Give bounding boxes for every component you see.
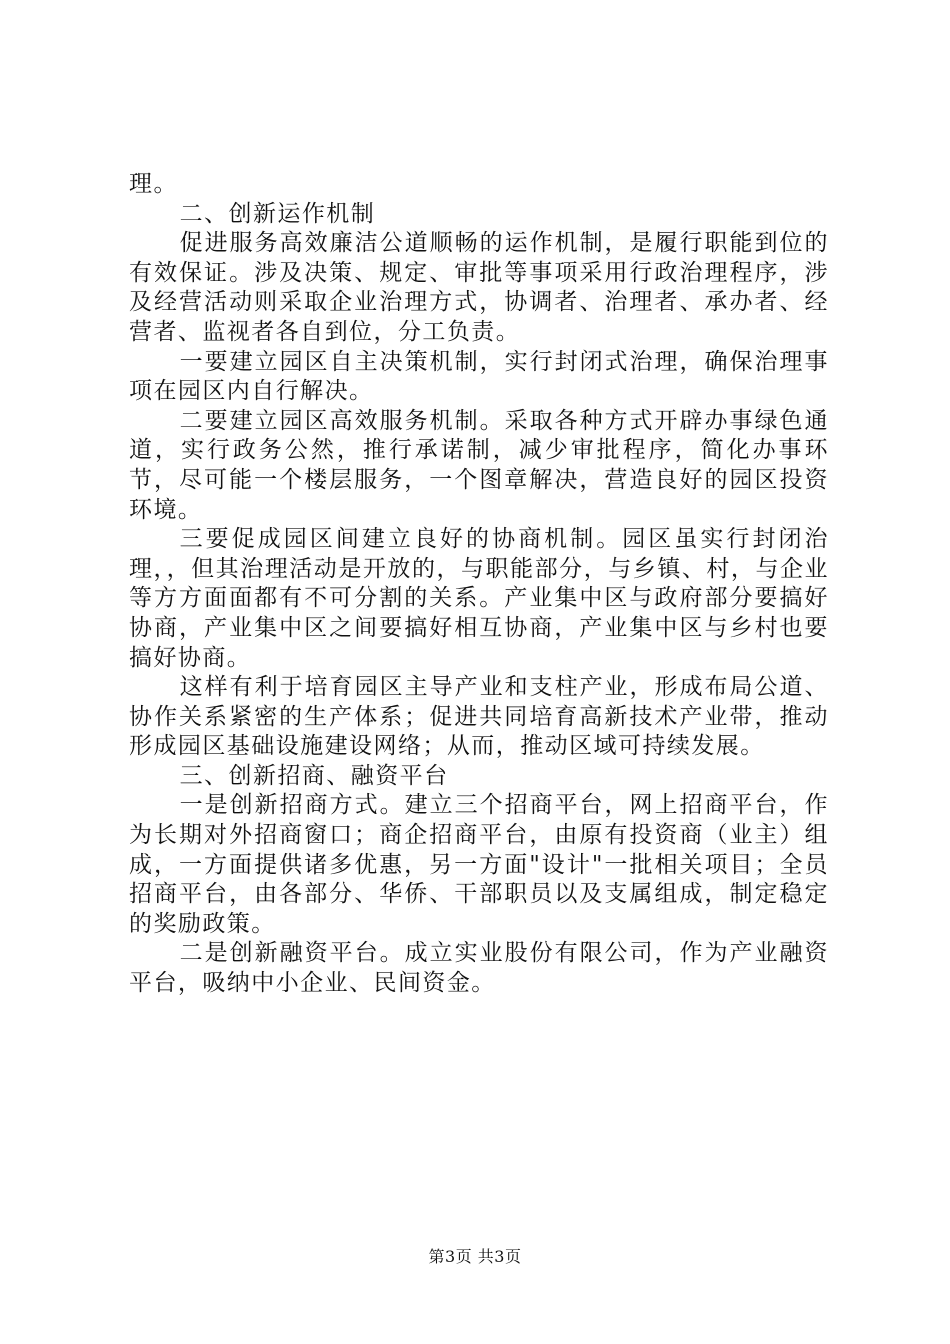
paragraph-benefits: 这样有利于培育园区主导产业和支柱产业，形成布局公道、协作关系紧密的生产体系；促进共同培育高新技术产业带，推动形成园区基础设施建设网络；从而，推动区域可持续发展。 <box>129 674 829 760</box>
paragraph-investment-method: 一是创新招商方式。建立三个招商平台，网上招商平台，作为长期对外招商窗口；商企招商平台，由原有投资商（业主）组成，一方面提供诸多优惠，另一方面"设计"一批相关项目；全员招商平台，由各部分、华侨、干部职员以及支属组成，制定稳定的奖励政策。 <box>129 792 829 937</box>
section-heading-operation-mechanism: 二、创新运作机制 <box>179 200 376 227</box>
paragraph-mechanism-intro: 促进服务高效廉洁公道顺畅的运作机制，是履行职能到位的有效保证。涉及决策、规定、审批等事项采用行政治理程序，涉及经营活动则采取企业治理方式，协调者、治理者、承办者、经营者、监视者各自到位，分工负责。 <box>129 230 829 345</box>
paragraph-financing-platform: 二是创新融资平台。成立实业股份有限公司，作为产业融资平台，吸纳中小企业、民间资金。 <box>129 940 829 997</box>
section-heading-investment-platform: 三、创新招商、融资平台 <box>179 762 449 789</box>
paragraph-autonomous-decision: 一要建立园区自主决策机制，实行封闭式治理，确保治理事项在园区内自行解决。 <box>129 348 829 405</box>
continuation-text: 理。 <box>129 171 178 197</box>
paragraph-coordination: 三要促成园区间建立良好的协商机制。园区虽实行封闭治理，，但其治理活动是开放的，与职能部分，与乡镇、村，与企业等方方面面都有不可分割的关系。产业集中区与政府部分要搞好协商，产业集中区之间要搞好相互协商，产业集中区与乡村也要搞好协商。 <box>129 526 829 671</box>
page-number-footer: 第3页 共3页 <box>428 1247 522 1266</box>
paragraph-efficient-service: 二要建立园区高效服务机制。采取各种方式开辟办事绿色通道，实行政务公然，推行承诺制，减少审批程序，简化办事环节，尽可能一个楼层服务，一个图章解决，营造良好的园区投资环境。 <box>129 407 829 523</box>
document-body <box>129 170 829 999</box>
